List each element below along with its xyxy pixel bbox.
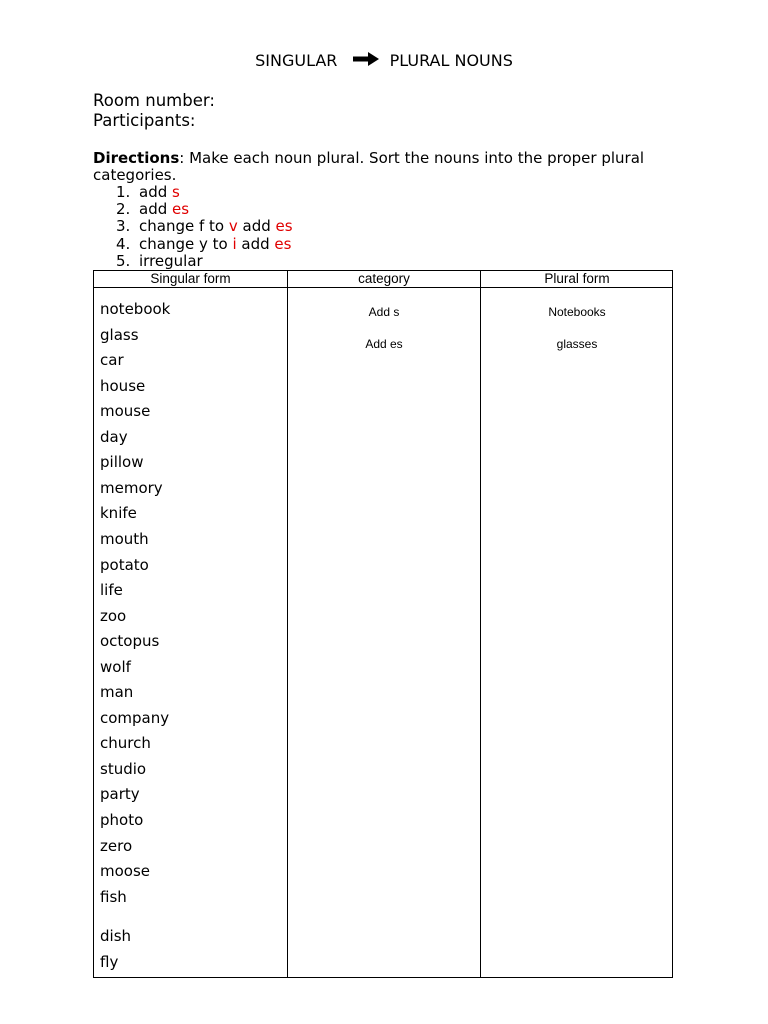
step-text: add [237, 217, 276, 236]
directions [93, 150, 683, 184]
noun-item: memory [100, 478, 163, 497]
step-text: add [139, 200, 173, 219]
list-number: 5. [116, 251, 131, 270]
noun-item: man [100, 683, 134, 702]
category-list-item [116, 253, 293, 270]
category-cell: Add s [368, 305, 400, 319]
list-number: 2. [116, 200, 131, 219]
header-divider [94, 287, 672, 288]
title-plural: PLURAL NOUNS [389, 51, 513, 70]
noun-item: church [100, 734, 151, 753]
noun-item: day [100, 427, 128, 446]
noun-item: car [100, 351, 124, 370]
step-text: irregular [139, 251, 203, 270]
header-category: category [358, 271, 410, 286]
noun-item: knife [100, 504, 137, 523]
step-text: change y to [139, 234, 233, 253]
category-list-item [116, 201, 293, 218]
directions-text: : Make each noun plural. Sort the nouns into the proper plural categories. [93, 149, 645, 184]
highlighted-text: es [275, 217, 293, 236]
list-number: 3. [116, 217, 131, 236]
category-list-item [116, 236, 293, 253]
noun-item: zero [100, 836, 133, 855]
noun-item: pillow [100, 453, 144, 472]
noun-item: photo [100, 811, 144, 829]
noun-item: dish [100, 927, 132, 946]
highlighted-text: i [232, 234, 237, 253]
noun-item: house [100, 376, 146, 395]
noun-item: fly [100, 952, 119, 971]
category-cell: Add es [365, 337, 403, 351]
title-singular: SINGULAR [255, 51, 338, 70]
plural-cell: Notebooks [548, 305, 606, 319]
category-list [116, 184, 293, 270]
header-plural-form: Plural form [544, 271, 610, 286]
header-singular-form: Singular form [150, 271, 231, 286]
list-number: 1. [116, 183, 131, 201]
noun-item: life [100, 581, 123, 600]
highlighted-text: v [228, 217, 238, 236]
participants-label: Participants: [93, 111, 196, 130]
noun-item: potato [100, 555, 149, 574]
step-text: change f to [139, 217, 229, 236]
category-list-item [116, 184, 293, 201]
noun-item: company [100, 708, 170, 727]
noun-item: mouse [100, 402, 151, 421]
noun-item: glass [100, 325, 139, 344]
noun-item: fish [100, 887, 127, 906]
worksheet-title [0, 51, 768, 72]
noun-item: party [100, 785, 140, 804]
highlighted-text: es [274, 234, 292, 253]
right-arrow-icon [353, 51, 379, 71]
room-number-label: Room number: [93, 91, 215, 110]
step-text: add [139, 183, 173, 201]
step-text: add [236, 234, 275, 253]
column-divider [480, 271, 481, 977]
noun-item: wolf [100, 657, 131, 676]
directions-label: Directions [93, 149, 180, 167]
category-list-item [116, 218, 293, 235]
noun-item: moose [100, 862, 151, 881]
highlighted-text: s [172, 183, 180, 201]
list-number: 4. [116, 234, 131, 253]
noun-item: octopus [100, 632, 160, 651]
column-divider [287, 271, 288, 977]
noun-item: notebook [100, 300, 171, 318]
noun-item: studio [100, 759, 147, 778]
plural-cell: glasses [556, 337, 598, 351]
highlighted-text: es [172, 200, 190, 219]
noun-item: mouth [100, 529, 149, 548]
noun-table [93, 270, 673, 978]
noun-item: zoo [100, 606, 127, 625]
